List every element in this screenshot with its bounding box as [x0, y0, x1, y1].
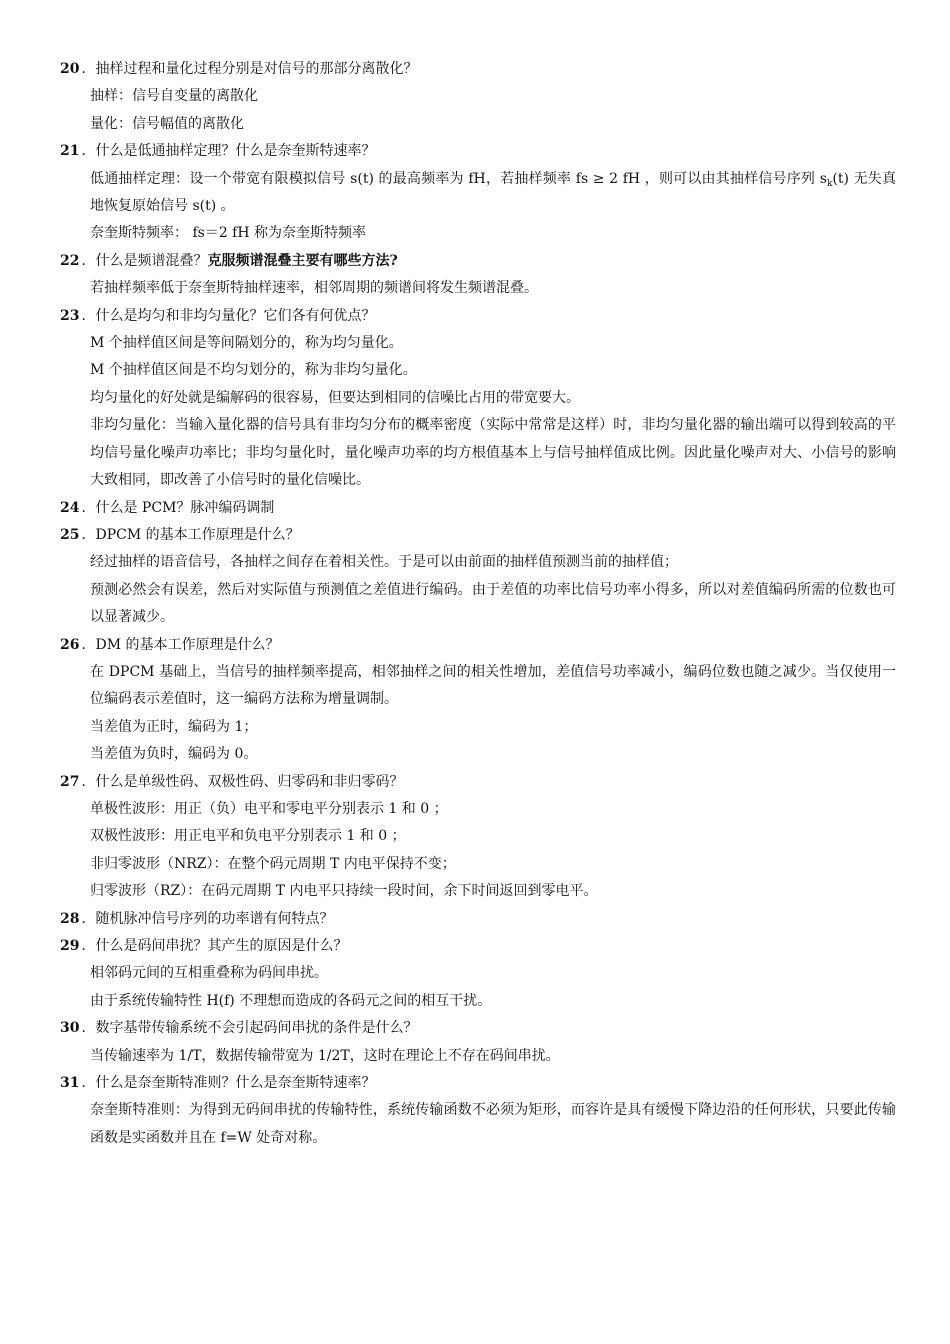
question-number: 24: [60, 499, 80, 516]
question-text: ．什么是频谱混叠？: [81, 252, 208, 269]
question-text: ．DPCM 的基本工作原理是什么？: [81, 526, 300, 543]
question-29: [60, 933, 896, 960]
answer-line: 双极性波形：用正电平和负电平分别表示 1 和 0 ；: [90, 828, 406, 845]
question-text: ．DM 的基本工作原理是什么？: [81, 636, 280, 653]
question-24: [60, 495, 896, 522]
answer-paragraph: 预测必然会有误差，然后对实际值与预测值之差值进行编码。由于差值的功率比信号功率小得多，所以对差值编码所需的位数也可以显著减少。: [90, 581, 896, 626]
question-number: 30: [60, 1020, 80, 1037]
answer-line: 均匀量化的好处就是编解码的很容易，但要达到相同的信噪比占用的带宽要大。: [90, 389, 580, 406]
question-number: 29: [60, 938, 80, 954]
document-page: [60, 56, 896, 1152]
answer-text: 低通抽样定理：设一个带宽有限模拟信号 s(t) 的最高频率为 fH，若抽样频率 fs ≥ 2 fH ，则可以由其抽样信号序列 s: [90, 170, 827, 187]
question-text: ．什么是 PCM？脉冲编码调制: [81, 499, 275, 516]
question-number: 26: [60, 636, 80, 653]
subscript: k: [826, 178, 833, 189]
question-30: [60, 1015, 896, 1042]
question-text: ．什么是均匀和非均匀量化？它们各有何优点？: [81, 307, 376, 324]
answer-line: 相邻码元间的互相重叠称为码间串扰。: [90, 965, 328, 982]
answer-line: 奈奎斯特频率： fs＝2 fH 称为奈奎斯特频率: [90, 225, 367, 242]
answer-line: 量化：信号幅值的离散化: [90, 115, 244, 132]
question-text: ．什么是低通抽样定理？什么是奈奎斯特速率？: [81, 143, 376, 160]
answer-text: (t) 无失真地恢复原始信号 s(t) 。: [90, 170, 896, 215]
question-number: 31: [60, 1075, 80, 1092]
question-31: [60, 1070, 896, 1097]
answer-paragraph: 非均匀量化：当输入量化器的信号具有非均匀分布的概率密度（实际中常常是这样）时，非均匀量化器的输出端可以得到较高的平均信号量化噪声功率比；非均匀量化时，量化噪声功率的均方根值基本上与信号抽样值成比例。因此量化噪声对大、小信号的影响大致相同，即改善了小信号时的量化信噪比。: [90, 417, 896, 489]
question-20: [60, 56, 896, 83]
question-text: ．随机脉冲信号序列的功率谱有何特点？: [81, 910, 334, 927]
answer-line: 当差值为负时，编码为 0。: [90, 746, 258, 763]
answer-paragraph: 在 DPCM 基础上，当信号的抽样频率提高，相邻抽样之间的相关性增加，差值信号功率减小，编码位数也随之减少。当仅使用一位编码表示差值时，这一编码方法称为增量调制。: [90, 663, 896, 708]
question-number: 27: [60, 773, 80, 790]
answer-line: 当差值为正时，编码为 1；: [90, 718, 258, 735]
answer-paragraph: 奈奎斯特准则：为得到无码间串扰的传输特性，系统传输函数不必须为矩形，而容许是具有缓慢下降边沿的任何形状，只要此传输函数是实函数并且在 f=W 处奇对称。: [90, 1102, 896, 1146]
answer-line: 若抽样频率低于奈奎斯特抽样速率，相邻周期的频谱间将发生频谱混叠。: [90, 280, 538, 297]
question-number: 20: [60, 61, 80, 77]
answer-line: 非归零波形（NRZ）：在整个码元周期 T 内电平保持不变；: [90, 855, 456, 872]
answer-line: 经过抽样的语音信号，各抽样之间存在着相关性。于是可以由前面的抽样值预测当前的抽样值；: [90, 554, 678, 571]
question-text: ．抽样过程和量化过程分别是对信号的那部分离散化？: [81, 61, 418, 77]
question-26: [60, 632, 896, 659]
answer-line: 当传输速率为 1/T，数据传输带宽为 1/2T，这时在理论上不存在码间串扰。: [90, 1047, 560, 1064]
answer-line: 单极性波形：用正（负）电平和零电平分别表示 1 和 0 ；: [90, 800, 448, 817]
question-text: ．什么是单级性码、双极性码、归零码和非归零码？: [81, 773, 404, 790]
question-28: [60, 906, 896, 933]
answer-line: M 个抽样值区间是不均匀划分的，称为非均匀量化。: [90, 362, 417, 379]
question-text: ．数字基带传输系统不会引起码间串扰的条件是什么？: [81, 1020, 418, 1037]
question-text-bold: 克服频谱混叠主要有哪些方法?: [207, 252, 398, 269]
question-21: [60, 138, 896, 165]
answer-line: 由于系统传输特性 H(f) 不理想而造成的各码元之间的相互干扰。: [90, 992, 492, 1009]
question-number: 23: [60, 307, 80, 324]
answer-paragraph: [90, 166, 896, 221]
answer-line: 抽样：信号自变量的离散化: [90, 88, 258, 105]
question-27: [60, 769, 896, 796]
question-23: [60, 303, 896, 330]
question-22: [60, 248, 896, 275]
question-number: 25: [60, 526, 80, 543]
answer-line: M 个抽样值区间是等间隔划分的，称为均匀量化。: [90, 335, 403, 352]
question-25: [60, 522, 896, 549]
question-number: 28: [60, 910, 80, 927]
question-number: 21: [60, 143, 80, 160]
question-number: 22: [60, 252, 80, 269]
question-text: ．什么是奈奎斯特准则？什么是奈奎斯特速率？: [81, 1075, 376, 1092]
answer-line: 归零波形（RZ）：在码元周期 T 内电平只持续一段时间，余下时间返回到零电平。: [90, 883, 598, 900]
question-text: ．什么是码间串扰？其产生的原因是什么？: [81, 938, 348, 954]
